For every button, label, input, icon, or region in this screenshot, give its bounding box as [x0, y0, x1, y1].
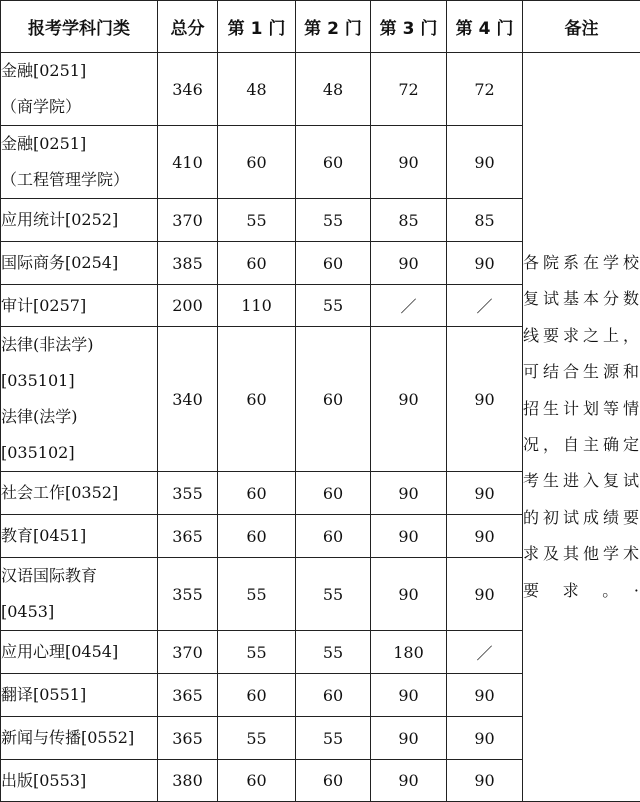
cell-subject-2: 60 [296, 327, 371, 472]
header-subject-4: 第 4 门 [447, 1, 523, 53]
major-name-line: 翻译[0551] [1, 677, 157, 713]
cell-subject-2: 55 [296, 631, 371, 674]
cell-total: 355 [158, 472, 218, 515]
note-cell: 各院系在学校复试基本分数线要求之上，可结合生源和招生计划等情况，自主确定考生进入复试的初试成绩要求及其他学术要求。· [523, 53, 640, 802]
cell-subject-3: 90 [371, 760, 447, 802]
cell-subject-4: 90 [447, 558, 523, 631]
cell-subject-4: 90 [447, 674, 523, 717]
cell-subject-3: 180 [371, 631, 447, 674]
cell-subject-3: 90 [371, 515, 447, 558]
cell-subject-2: 60 [296, 515, 371, 558]
cell-subject-3: 90 [371, 327, 447, 472]
major-name-line: 金融[0251] [1, 53, 157, 89]
header-note: 备注 [523, 1, 640, 53]
cell-total: 365 [158, 515, 218, 558]
major-name-line: 应用心理[0454] [1, 634, 157, 670]
major-name-line: 应用统计[0252] [1, 202, 157, 238]
cell-major [1, 126, 158, 199]
cell-subject-3: 90 [371, 126, 447, 199]
cell-subject-2: 60 [296, 242, 371, 285]
cell-subject-4: 90 [447, 472, 523, 515]
cell-subject-1: 60 [218, 515, 296, 558]
header-row [1, 1, 640, 53]
major-name-line: [035101] [1, 363, 157, 399]
cell-subject-1: 110 [218, 285, 296, 327]
cell-subject-4: 72 [447, 53, 523, 126]
cell-subject-3: ／ [371, 285, 447, 327]
major-name-line: 国际商务[0254] [1, 245, 157, 281]
cell-total: 355 [158, 558, 218, 631]
cell-major [1, 515, 158, 558]
cell-subject-2: 60 [296, 472, 371, 515]
cell-total: 410 [158, 126, 218, 199]
cell-subject-3: 90 [371, 242, 447, 285]
cell-total: 370 [158, 199, 218, 242]
cell-subject-2: 55 [296, 717, 371, 760]
cell-subject-3: 85 [371, 199, 447, 242]
cell-major [1, 327, 158, 472]
cell-subject-1: 55 [218, 199, 296, 242]
cell-subject-1: 55 [218, 558, 296, 631]
cell-major [1, 717, 158, 760]
major-name-line: 汉语国际教育 [1, 558, 157, 594]
cell-total: 346 [158, 53, 218, 126]
cell-total: 370 [158, 631, 218, 674]
cell-subject-1: 55 [218, 631, 296, 674]
cell-subject-3: 90 [371, 558, 447, 631]
cell-major [1, 631, 158, 674]
major-name-line: 出版[0553] [1, 763, 157, 799]
cell-total: 200 [158, 285, 218, 327]
header-subject-1: 第 1 门 [218, 1, 296, 53]
cell-major [1, 285, 158, 327]
header-subject-3: 第 3 门 [371, 1, 447, 53]
cell-subject-2: 48 [296, 53, 371, 126]
cell-subject-4: ／ [447, 631, 523, 674]
cell-total: 385 [158, 242, 218, 285]
cell-total: 340 [158, 327, 218, 472]
cell-total: 365 [158, 674, 218, 717]
cell-major [1, 242, 158, 285]
cell-subject-4: 90 [447, 327, 523, 472]
header-major: 报考学科门类 [1, 1, 158, 53]
cell-subject-1: 60 [218, 126, 296, 199]
cell-total: 365 [158, 717, 218, 760]
major-name-line: 法律(法学) [1, 399, 157, 435]
cell-major [1, 199, 158, 242]
cell-subject-1: 60 [218, 327, 296, 472]
major-name-line: 新闻与传播[0552] [1, 720, 157, 756]
cell-subject-4: 90 [447, 242, 523, 285]
cell-subject-3: 90 [371, 472, 447, 515]
cell-major [1, 558, 158, 631]
major-name-line: 审计[0257] [1, 288, 157, 324]
cell-subject-1: 60 [218, 472, 296, 515]
table-row [1, 53, 640, 126]
cell-major [1, 53, 158, 126]
cell-subject-4: 90 [447, 126, 523, 199]
major-name-line: （工程管理学院） [1, 162, 157, 198]
major-name-line: 金融[0251] [1, 126, 157, 162]
table-body [1, 53, 640, 802]
cell-subject-1: 60 [218, 760, 296, 802]
cell-subject-3: 90 [371, 674, 447, 717]
cell-subject-2: 55 [296, 199, 371, 242]
cell-subject-4: 85 [447, 199, 523, 242]
cell-subject-2: 60 [296, 674, 371, 717]
major-name-line: （商学院） [1, 89, 157, 125]
cell-subject-1: 60 [218, 674, 296, 717]
cell-subject-4: 90 [447, 717, 523, 760]
cell-major [1, 472, 158, 515]
major-name-line: 教育[0451] [1, 518, 157, 554]
cell-subject-4: ／ [447, 285, 523, 327]
header-total: 总分 [158, 1, 218, 53]
major-name-line: 社会工作[0352] [1, 475, 157, 511]
cell-subject-2: 55 [296, 558, 371, 631]
cell-subject-2: 60 [296, 760, 371, 802]
cell-subject-3: 72 [371, 53, 447, 126]
cell-subject-1: 48 [218, 53, 296, 126]
cell-subject-4: 90 [447, 760, 523, 802]
major-name-line: [035102] [1, 435, 157, 471]
header-subject-2: 第 2 门 [296, 1, 371, 53]
cell-subject-1: 60 [218, 242, 296, 285]
cell-subject-4: 90 [447, 515, 523, 558]
cell-subject-2: 55 [296, 285, 371, 327]
major-name-line: [0453] [1, 594, 157, 630]
cell-subject-1: 55 [218, 717, 296, 760]
cell-major [1, 674, 158, 717]
cell-major [1, 760, 158, 802]
cell-subject-3: 90 [371, 717, 447, 760]
cell-total: 380 [158, 760, 218, 802]
major-name-line: 法律(非法学) [1, 327, 157, 363]
cell-subject-2: 60 [296, 126, 371, 199]
